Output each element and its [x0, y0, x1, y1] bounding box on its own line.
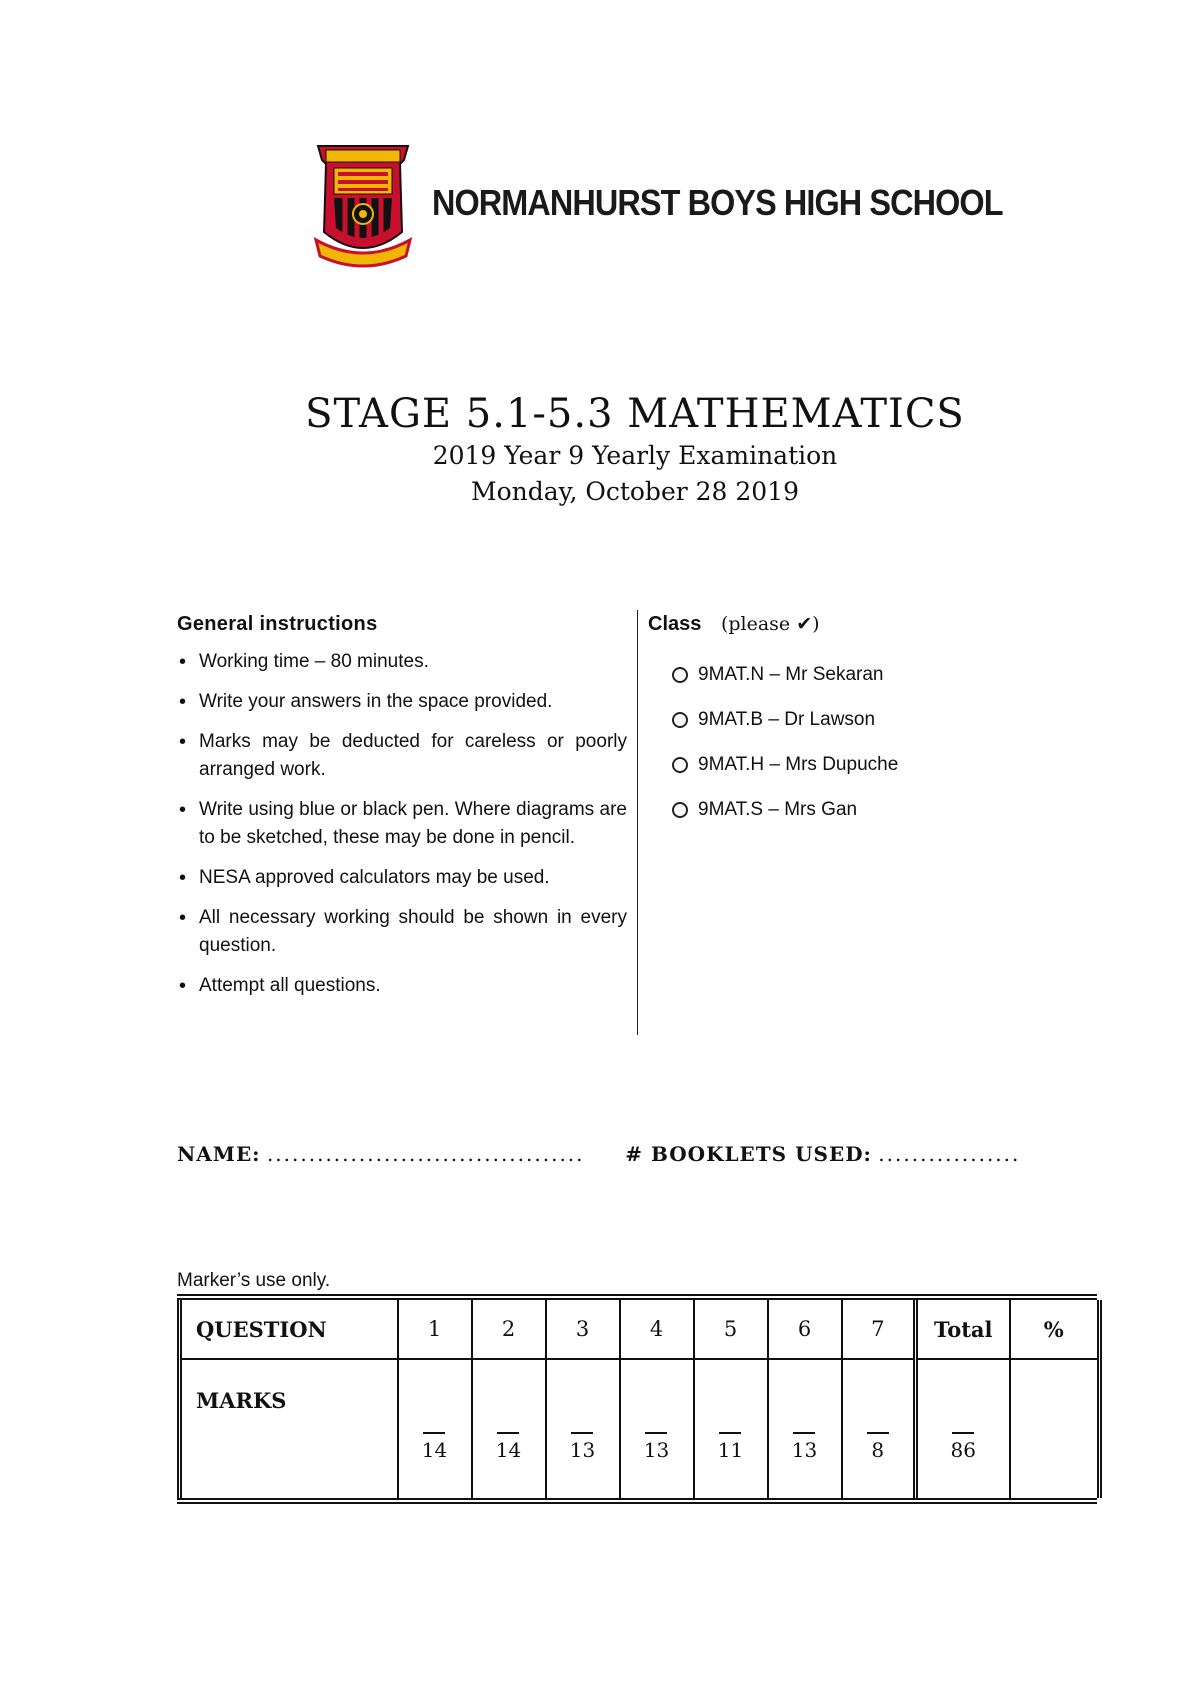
question-number: 4: [620, 1300, 694, 1359]
mark-cell[interactable]: [546, 1359, 620, 1498]
question-number: 1: [398, 1300, 472, 1359]
marks-table: [177, 1300, 1102, 1498]
question-number: 5: [694, 1300, 768, 1359]
class-option-9mat-h[interactable]: [672, 742, 968, 787]
instruction-item: • Write your answers in the space provided.: [177, 688, 627, 716]
total-max-mark: 86: [950, 1438, 976, 1462]
percent-cell[interactable]: [1010, 1359, 1100, 1498]
instructions-list: [177, 648, 627, 1000]
marker-use-label: Marker’s use only.: [177, 1270, 331, 1291]
class-selection: [648, 613, 968, 832]
school-name: NORMANHURST BOYS HIGH SCHOOL: [432, 182, 1003, 223]
max-mark: 13: [643, 1438, 670, 1462]
instruction-item: • All necessary working should be shown in every question.: [177, 904, 627, 960]
mark-cell[interactable]: [472, 1359, 546, 1498]
title-block: [0, 390, 1200, 510]
max-mark: 13: [569, 1438, 596, 1462]
class-heading: [648, 613, 968, 636]
question-header: QUESTION: [180, 1300, 398, 1359]
mark-cell[interactable]: [398, 1359, 472, 1498]
class-option-9mat-b[interactable]: [672, 697, 968, 742]
general-instructions: [177, 613, 627, 1012]
name-row: [177, 1142, 1097, 1166]
mark-cell[interactable]: [694, 1359, 768, 1498]
max-mark: 13: [791, 1438, 818, 1462]
mark-cell[interactable]: [768, 1359, 842, 1498]
class-option-label: 9MAT.S – Mrs Gan: [698, 798, 858, 820]
max-mark: 11: [717, 1438, 744, 1462]
class-option-label: 9MAT.N – Mr Sekaran: [698, 663, 884, 685]
max-mark: 8: [871, 1438, 885, 1462]
instruction-item: • Marks may be deducted for careless or poorly arranged work.: [177, 728, 627, 784]
instruction-item: • Attempt all questions.: [177, 972, 627, 1000]
percent-header: %: [1010, 1300, 1100, 1359]
exam-subject-title: STAGE 5.1-5.3 MATHEMATICS: [305, 391, 965, 437]
class-option-9mat-n[interactable]: [672, 652, 968, 697]
mark-cell[interactable]: [620, 1359, 694, 1498]
instructions-heading: General instructions: [177, 613, 378, 635]
instruction-item: • Write using blue or black pen. Where diagrams are to be sketched, these may be done in pencil.: [177, 796, 627, 852]
question-number: 2: [472, 1300, 546, 1359]
marks-table-wrap: [177, 1294, 1097, 1504]
marks-row: [180, 1359, 1100, 1498]
table-bottom-rule: [177, 1498, 1097, 1504]
radio-circle-icon[interactable]: [672, 667, 688, 683]
name-label: NAME:: [177, 1142, 261, 1166]
instruction-item: • Working time – 80 minutes.: [177, 648, 627, 676]
question-number: 6: [768, 1300, 842, 1359]
max-mark: 14: [495, 1438, 522, 1462]
booklets-label: # BOOKLETS USED:: [625, 1142, 872, 1166]
question-number: 3: [546, 1300, 620, 1359]
radio-circle-icon[interactable]: [672, 712, 688, 728]
booklets-field[interactable]: .................: [878, 1142, 1021, 1166]
exam-name: 2019 Year 9 Yearly Examination: [432, 441, 838, 470]
school-crest-icon: [312, 140, 414, 272]
exam-date: Monday, October 28 2019: [470, 477, 800, 506]
class-option-9mat-s[interactable]: [672, 787, 968, 832]
name-field[interactable]: ......................................: [266, 1142, 585, 1166]
class-heading-label: Class: [648, 613, 702, 635]
question-row: [180, 1300, 1100, 1359]
class-option-label: 9MAT.H – Mrs Dupuche: [698, 753, 899, 775]
radio-circle-icon[interactable]: [672, 802, 688, 818]
total-header: Total: [916, 1300, 1010, 1359]
column-divider: [637, 610, 638, 1035]
marks-header: MARKS: [180, 1359, 398, 1498]
instruction-item: • NESA approved calculators may be used.: [177, 864, 627, 892]
mark-cell[interactable]: [842, 1359, 916, 1498]
class-option-label: 9MAT.B – Dr Lawson: [698, 708, 876, 730]
question-number: 7: [842, 1300, 916, 1359]
class-heading-note: (please ✔): [720, 613, 820, 635]
total-mark-cell[interactable]: [916, 1359, 1010, 1498]
radio-circle-icon[interactable]: [672, 757, 688, 773]
max-mark: 14: [421, 1438, 448, 1462]
